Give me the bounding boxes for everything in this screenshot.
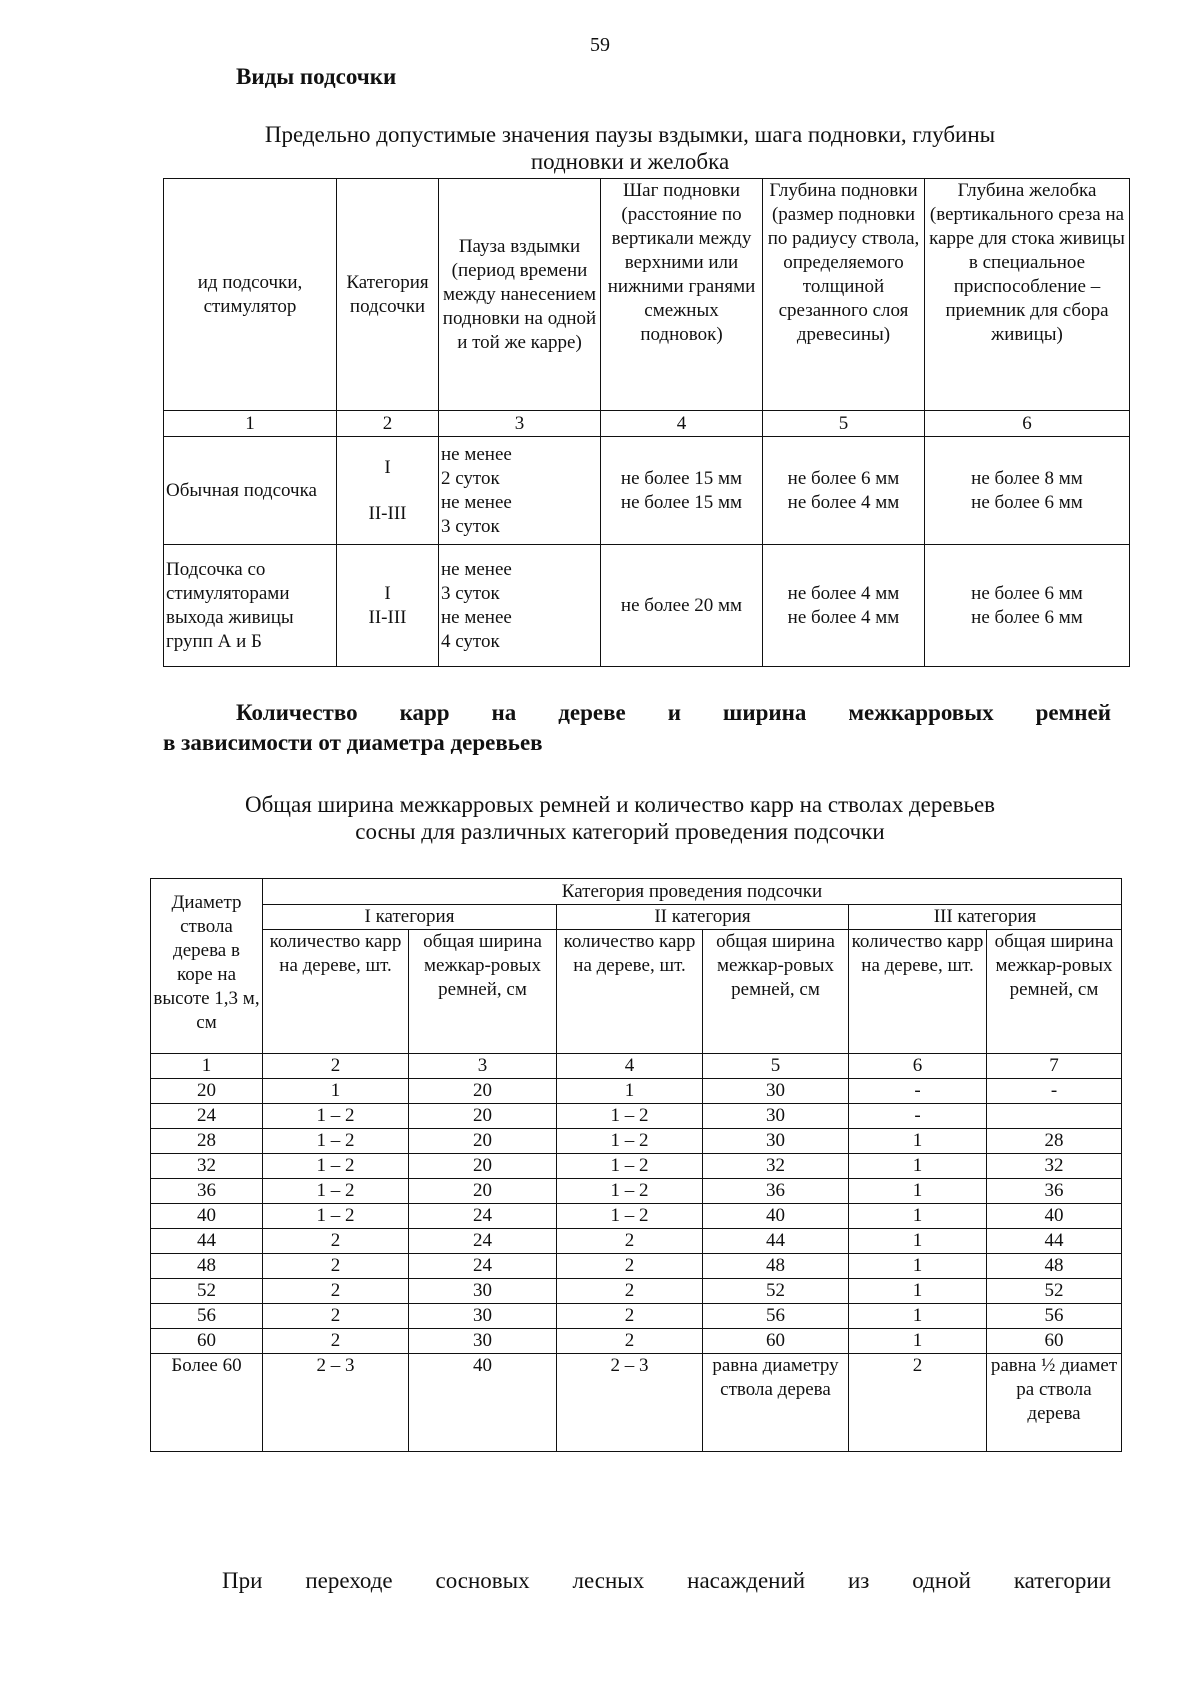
width-cat1-cell: 20 bbox=[409, 1104, 557, 1129]
step-value: не более 15 мм bbox=[620, 491, 743, 513]
heading-word: дереве bbox=[558, 700, 626, 725]
col-number: 1 bbox=[151, 1054, 263, 1079]
count-cat2-cell: 2 – 3 bbox=[557, 1354, 703, 1452]
table-row bbox=[151, 1279, 1122, 1304]
width-cat3-cell: 44 bbox=[987, 1229, 1122, 1254]
width-cat3-cell: 32 bbox=[987, 1154, 1122, 1179]
category-cell bbox=[337, 437, 439, 545]
col-number: 3 bbox=[409, 1054, 557, 1079]
heading-word: ремней bbox=[1035, 700, 1112, 725]
width-cat3-cell: 48 bbox=[987, 1254, 1122, 1279]
count-cat2-cell: 1 bbox=[557, 1079, 703, 1104]
footer-word: сосновых bbox=[435, 1568, 530, 1593]
header-category-2: II категория bbox=[557, 905, 849, 930]
width-cat1-cell: 24 bbox=[409, 1229, 557, 1254]
header-diameter: Диаметр ствола дерева в коре на высоте 1,3 м, см bbox=[151, 879, 263, 1054]
section2-caption-line1: Общая ширина межкарровых ремней и количество карр на стволах деревьев bbox=[244, 792, 996, 817]
header-width: общая ширина межкар-ровых ремней, см bbox=[987, 930, 1122, 1054]
count-cat1-cell: 2 – 3 bbox=[263, 1354, 409, 1452]
count-cat3-cell: 1 bbox=[849, 1229, 987, 1254]
count-cat3-cell: 1 bbox=[849, 1329, 987, 1354]
col-number: 5 bbox=[703, 1054, 849, 1079]
step-value: не более 15 мм bbox=[620, 467, 743, 489]
section2-caption-line2: сосны для различных категорий проведения подсочки bbox=[355, 819, 885, 844]
category-value: II-III bbox=[368, 502, 407, 524]
count-cat2-cell: 1 – 2 bbox=[557, 1104, 703, 1129]
pause-line: не менее bbox=[441, 443, 512, 465]
category-value: II-III bbox=[368, 606, 407, 628]
section2-heading-line2: в зависимости от диаметра деревьев bbox=[163, 730, 543, 755]
step-cell bbox=[601, 545, 763, 667]
width-cat1-cell: 20 bbox=[409, 1079, 557, 1104]
footer-word: переходе bbox=[305, 1568, 393, 1593]
depth-cell bbox=[763, 437, 925, 545]
width-cat3-cell: 28 bbox=[987, 1129, 1122, 1154]
pause-line: 2 суток bbox=[441, 467, 500, 489]
heading-word: карр bbox=[399, 700, 450, 725]
table-row bbox=[151, 1229, 1122, 1254]
section1-caption-line2: подновки и желобка bbox=[530, 149, 730, 174]
header-step: Шаг подновки (расстояние по вертикали между верхними или нижними гранями смежных подновок) bbox=[601, 179, 763, 411]
category-cell bbox=[337, 545, 439, 667]
pause-cell bbox=[439, 437, 601, 545]
count-cat1-cell: 1 bbox=[263, 1079, 409, 1104]
count-cat1-cell: 2 bbox=[263, 1329, 409, 1354]
table2-group-header-row bbox=[151, 879, 1122, 905]
count-cat3-cell: 1 bbox=[849, 1279, 987, 1304]
width-cat1-cell: 24 bbox=[409, 1204, 557, 1229]
header-count: количество карр на дереве, шт. bbox=[849, 930, 987, 1054]
pause-line: не менее bbox=[441, 558, 512, 580]
table-row bbox=[151, 1254, 1122, 1279]
width-cat2-cell: 52 bbox=[703, 1279, 849, 1304]
step-cell bbox=[601, 437, 763, 545]
section1-caption-line1: Предельно допустимые значения паузы вздымки, шага подновки, глубины bbox=[264, 122, 996, 147]
col-number: 7 bbox=[987, 1054, 1122, 1079]
count-cat1-cell: 2 bbox=[263, 1254, 409, 1279]
groove-cell bbox=[925, 437, 1130, 545]
count-cat3-cell: - bbox=[849, 1104, 987, 1129]
width-cat3-cell: 52 bbox=[987, 1279, 1122, 1304]
footer-paragraph bbox=[222, 1568, 1111, 1594]
diameter-cell: 20 bbox=[151, 1079, 263, 1104]
depth-value: не более 4 мм bbox=[787, 491, 900, 513]
width-cat2-cell: равна диаметру ствола дерева bbox=[703, 1354, 849, 1452]
col-number: 2 bbox=[263, 1054, 409, 1079]
header-category-1: I категория bbox=[263, 905, 557, 930]
width-cat1-cell: 30 bbox=[409, 1304, 557, 1329]
count-cat2-cell: 1 – 2 bbox=[557, 1129, 703, 1154]
count-cat2-cell: 1 – 2 bbox=[557, 1154, 703, 1179]
page-number: 59 bbox=[590, 34, 610, 56]
pause-line: не менее bbox=[441, 606, 512, 628]
width-cat2-cell: 36 bbox=[703, 1179, 849, 1204]
table-row bbox=[151, 1354, 1122, 1452]
diameter-cell: 44 bbox=[151, 1229, 263, 1254]
pause-line: 4 суток bbox=[441, 630, 500, 652]
col-number: 6 bbox=[849, 1054, 987, 1079]
count-cat2-cell: 2 bbox=[557, 1304, 703, 1329]
pause-line: не менее bbox=[441, 491, 512, 513]
count-cat3-cell: 1 bbox=[849, 1254, 987, 1279]
count-cat1-cell: 1 – 2 bbox=[263, 1204, 409, 1229]
header-count: количество карр на дереве, шт. bbox=[557, 930, 703, 1054]
diameter-cell: 56 bbox=[151, 1304, 263, 1329]
count-cat1-cell: 1 – 2 bbox=[263, 1154, 409, 1179]
col-number: 6 bbox=[925, 411, 1130, 437]
width-cat2-cell: 30 bbox=[703, 1079, 849, 1104]
heading-word: и bbox=[667, 700, 681, 725]
table-row bbox=[151, 1129, 1122, 1154]
width-cat1-cell: 20 bbox=[409, 1179, 557, 1204]
header-type: ид подсочки, стимулятор bbox=[164, 179, 337, 411]
count-cat3-cell: 1 bbox=[849, 1154, 987, 1179]
groove-value: не более 6 мм bbox=[971, 606, 1083, 628]
width-cat3-cell bbox=[987, 1104, 1122, 1129]
header-width: общая ширина межкар-ровых ремней, см bbox=[703, 930, 849, 1054]
table2-number-row bbox=[151, 1054, 1122, 1079]
width-cat1-cell: 30 bbox=[409, 1279, 557, 1304]
diameter-cell: 40 bbox=[151, 1204, 263, 1229]
table-row bbox=[151, 1329, 1122, 1354]
table1-number-row bbox=[164, 411, 1130, 437]
heading-word: Количество bbox=[236, 700, 358, 725]
header-category: Категория подсочки bbox=[337, 179, 439, 411]
count-cat1-cell: 2 bbox=[263, 1229, 409, 1254]
header-groove: Глубина желобка (вертикального среза на карре для стока живицы в специальное приспособление – приемник для сбора живицы) bbox=[925, 179, 1130, 411]
width-cat2-cell: 44 bbox=[703, 1229, 849, 1254]
col-number: 4 bbox=[557, 1054, 703, 1079]
width-cat1-cell: 40 bbox=[409, 1354, 557, 1452]
width-cat2-cell: 30 bbox=[703, 1104, 849, 1129]
count-cat3-cell: - bbox=[849, 1079, 987, 1104]
count-cat1-cell: 2 bbox=[263, 1279, 409, 1304]
col-number: 5 bbox=[763, 411, 925, 437]
header-category-group: Категория проведения подсочки bbox=[263, 879, 1122, 905]
width-cat1-cell: 30 bbox=[409, 1329, 557, 1354]
diameter-cell: 36 bbox=[151, 1179, 263, 1204]
count-cat1-cell: 1 – 2 bbox=[263, 1129, 409, 1154]
category-value: I bbox=[384, 582, 391, 604]
width-cat2-cell: 30 bbox=[703, 1129, 849, 1154]
table-row bbox=[151, 1179, 1122, 1204]
table1-row bbox=[164, 437, 1130, 545]
footer-word: категории bbox=[1013, 1568, 1112, 1593]
table-row bbox=[151, 1079, 1122, 1104]
width-cat2-cell: 40 bbox=[703, 1204, 849, 1229]
width-cat1-cell: 20 bbox=[409, 1129, 557, 1154]
groove-value: не более 6 мм bbox=[971, 491, 1083, 513]
heading-word: на bbox=[491, 700, 517, 725]
table-row bbox=[151, 1154, 1122, 1179]
table1-row bbox=[164, 545, 1130, 667]
count-cat3-cell: 1 bbox=[849, 1129, 987, 1154]
width-cat2-cell: 48 bbox=[703, 1254, 849, 1279]
diameter-cell: 48 bbox=[151, 1254, 263, 1279]
diameter-cell: Более 60 bbox=[151, 1354, 263, 1452]
header-category-3: III категория bbox=[849, 905, 1122, 930]
count-cat2-cell: 1 – 2 bbox=[557, 1179, 703, 1204]
table2-category-row bbox=[151, 905, 1122, 930]
heading-word: ширина bbox=[722, 700, 807, 725]
podsochka-type: Подсочка со стимуляторами выхода живицы групп А и Б bbox=[164, 545, 337, 667]
count-cat2-cell: 2 bbox=[557, 1329, 703, 1354]
width-cat2-cell: 32 bbox=[703, 1154, 849, 1179]
count-cat3-cell: 2 bbox=[849, 1354, 987, 1452]
table-row bbox=[151, 1104, 1122, 1129]
heading-word: межкарровых bbox=[848, 700, 994, 725]
diameter-cell: 60 bbox=[151, 1329, 263, 1354]
width-cat3-cell: равна ½ диамет ра ствола дерева bbox=[987, 1354, 1122, 1452]
width-cat2-cell: 60 bbox=[703, 1329, 849, 1354]
footer-word: одной bbox=[912, 1568, 971, 1593]
width-cat1-cell: 20 bbox=[409, 1154, 557, 1179]
pause-line: 3 суток bbox=[441, 582, 500, 604]
col-number: 2 bbox=[337, 411, 439, 437]
diameter-cell: 32 bbox=[151, 1154, 263, 1179]
header-depth: Глубина подновки (размер подновки по радиусу ствола, определяемого толщиной срезанного слоя древесины) bbox=[763, 179, 925, 411]
width-cat3-cell: 36 bbox=[987, 1179, 1122, 1204]
diameter-cell: 52 bbox=[151, 1279, 263, 1304]
count-cat3-cell: 1 bbox=[849, 1204, 987, 1229]
width-cat2-cell: 56 bbox=[703, 1304, 849, 1329]
diameter-cell: 24 bbox=[151, 1104, 263, 1129]
section2-caption bbox=[140, 791, 1100, 845]
section2-heading bbox=[236, 700, 1111, 726]
width-cat1-cell: 24 bbox=[409, 1254, 557, 1279]
width-cat3-cell: 40 bbox=[987, 1204, 1122, 1229]
table1-header-row bbox=[164, 179, 1130, 411]
footer-word: При bbox=[222, 1568, 263, 1593]
count-cat1-cell: 2 bbox=[263, 1304, 409, 1329]
depth-value: не более 6 мм bbox=[787, 467, 900, 489]
depth-value: не более 4 мм bbox=[787, 582, 900, 604]
depth-cell bbox=[763, 545, 925, 667]
count-cat1-cell: 1 – 2 bbox=[263, 1179, 409, 1204]
width-cat3-cell: 56 bbox=[987, 1304, 1122, 1329]
table-row bbox=[151, 1304, 1122, 1329]
diameter-rows bbox=[151, 1079, 1122, 1452]
header-width: общая ширина межкар-ровых ремней, см bbox=[409, 930, 557, 1054]
count-cat3-cell: 1 bbox=[849, 1179, 987, 1204]
step-value: не более 20 мм bbox=[620, 594, 743, 616]
width-cat3-cell: 60 bbox=[987, 1329, 1122, 1354]
category-value: I bbox=[384, 456, 391, 478]
pause-cell bbox=[439, 545, 601, 667]
podsochka-table bbox=[163, 178, 1130, 667]
section1-heading: Виды подсочки bbox=[236, 64, 397, 89]
header-pause: Пауза вздымки (период времени между нанесением подновки на одной и той же карре) bbox=[439, 179, 601, 411]
count-cat2-cell: 1 – 2 bbox=[557, 1204, 703, 1229]
table2-subheader-row bbox=[151, 930, 1122, 1054]
col-number: 4 bbox=[601, 411, 763, 437]
podsochka-type: Обычная подсочка bbox=[164, 437, 337, 545]
footer-word: лесных bbox=[572, 1568, 645, 1593]
footer-word: из bbox=[847, 1568, 870, 1593]
count-cat3-cell: 1 bbox=[849, 1304, 987, 1329]
groove-value: не более 6 мм bbox=[971, 582, 1083, 604]
count-cat1-cell: 1 – 2 bbox=[263, 1104, 409, 1129]
section1-caption bbox=[150, 121, 1110, 175]
col-number: 3 bbox=[439, 411, 601, 437]
diameter-table bbox=[150, 878, 1122, 1452]
header-count: количество карр на дереве, шт. bbox=[263, 930, 409, 1054]
count-cat2-cell: 2 bbox=[557, 1254, 703, 1279]
depth-value: не более 4 мм bbox=[787, 606, 900, 628]
footer-word: насаждений bbox=[687, 1568, 806, 1593]
diameter-cell: 28 bbox=[151, 1129, 263, 1154]
width-cat3-cell: - bbox=[987, 1079, 1122, 1104]
groove-value: не более 8 мм bbox=[971, 467, 1083, 489]
table-row bbox=[151, 1204, 1122, 1229]
col-number: 1 bbox=[164, 411, 337, 437]
pause-line: 3 суток bbox=[441, 515, 500, 537]
count-cat2-cell: 2 bbox=[557, 1229, 703, 1254]
groove-cell bbox=[925, 545, 1130, 667]
count-cat2-cell: 2 bbox=[557, 1279, 703, 1304]
